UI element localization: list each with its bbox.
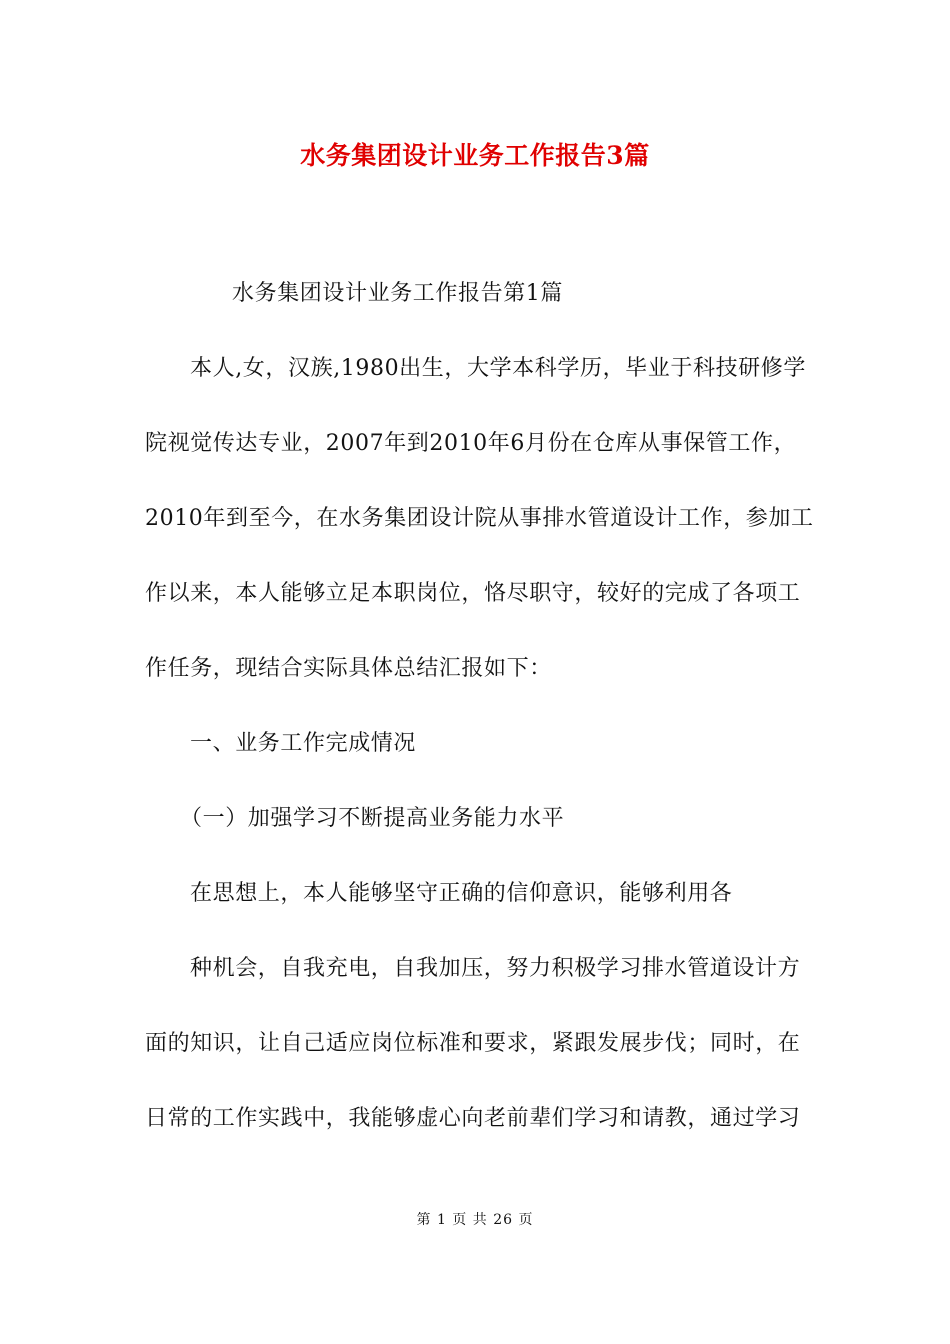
body-line: 本人,女，汉族,1980出生，大学本科学历，毕业于科技研修学 [190, 356, 806, 381]
body-line: 院视觉传达专业，2007年到2010年6月份在仓库从事保管工作， [145, 431, 797, 456]
body-line: 作任务，现结合实际具体总结汇报如下： [145, 656, 552, 681]
subsection-heading: 一、业务工作完成情况 [190, 731, 417, 756]
body-line: 面的知识，让自己适应岗位标准和要求，紧跟发展步伐；同时，在 [145, 1031, 801, 1056]
body-line: 日常的工作实践中，我能够虚心向老前辈们学习和请教，通过学习 [145, 1106, 801, 1131]
section-heading: 水务集团设计业务工作报告第1篇 [232, 281, 563, 306]
body-line: 种机会，自我充电，自我加压，努力积极学习排水管道设计方 [190, 956, 801, 981]
subsection-heading: （一）加强学习不断提高业务能力水平 [180, 806, 565, 831]
page-number-footer: 第 1 页 共 26 页 [416, 1212, 534, 1228]
document-title: 水务集团设计业务工作报告3篇 [300, 141, 650, 170]
body-line: 2010年到至今，在水务集团设计院从事排水管道设计工作，参加工 [145, 506, 814, 531]
body-line: 作以来，本人能够立足本职岗位，恪尽职守，较好的完成了各项工 [145, 581, 801, 606]
body-line: 在思想上，本人能够坚守正确的信仰意识，能够利用各 [190, 881, 733, 906]
